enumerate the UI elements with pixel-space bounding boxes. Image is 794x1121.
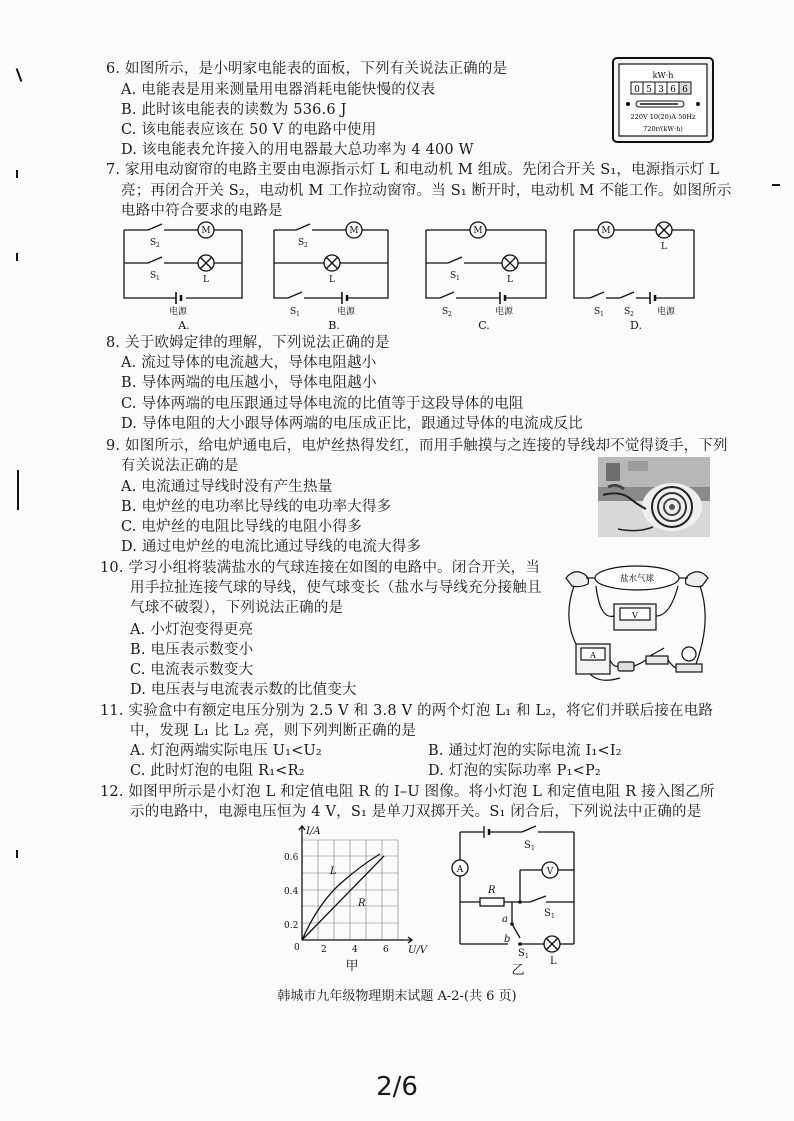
switch-label: S [298,238,305,248]
q9-option-b: B. 电炉丝的电功率比导线的电功率大得多 [121,499,392,515]
margin-mark [16,850,18,858]
power-label: 电源 [656,307,676,317]
motor-label: M [201,226,211,236]
q9-line-2: 有关说法正确的是 [121,458,239,474]
switch-label: S [544,908,551,919]
switch-label: S [442,307,449,317]
circuit-a [124,222,242,304]
meter-constant: 720r/(kW·h) [643,125,683,133]
switch-label: S [150,271,157,281]
meter-digit: 6 [670,85,676,95]
q8-option-c: C. 导体两端的电压跟通过导体电流的比值等于这段导体的电阻 [121,396,524,412]
margin-mark [16,253,18,261]
circuit-caption: 乙 [511,963,525,978]
q11-line-2: 中，发现 L₁ 比 L₂ 亮，则下列判断正确的是 [130,723,417,739]
q10-option-c: C. 电流表示数变大 [130,662,254,678]
xtick: 2 [321,945,327,955]
q11-option-a: A. 灯泡两端实际电压 U₁<U₂ [130,743,322,759]
q8-option-a: A. 流过导体的电流越大，导体电阻越小 [121,355,377,371]
circuit-a-label: A. [178,319,190,332]
meter-digit: 6 [682,85,688,95]
motor-label: M [601,226,611,236]
ammeter-label: A [590,651,596,660]
q8-option-d: D. 导体电阻的大小跟导体两端的电压成正比，跟通过导体的电流成反比 [121,416,583,432]
balloon-circuit-figure [560,560,714,688]
q10-option-b: B. 电压表示数变小 [130,642,254,658]
q10-line-1: 10. 学习小组将装满盐水的气球连接在如图的电路中。闭合开关，当 [100,560,541,576]
q9-option-c: C. 电炉丝的电阻比导线的电阻小得多 [121,519,362,535]
q9-option-d: D. 通过电炉丝的电流比通过导线的电流大得多 [121,539,422,555]
q9-option-a: A. 电流通过导线时没有产生热量 [121,479,333,495]
lamp-label: L [329,275,335,285]
switch-subscript: 1 [531,845,535,852]
q12-circuit [440,822,590,978]
circuit-d-label: D. [630,319,642,332]
lamp-label: L [507,275,513,285]
q11-option-d: D. 灯泡的实际功率 P₁<P₂ [428,763,601,779]
switch-label: S [150,238,157,248]
page-number: 2/6 [376,1072,418,1102]
switch-subscript: 1 [551,913,555,920]
lamp-label: L [661,242,667,252]
switch-subscript: 2 [156,242,160,249]
graph-xlabel: U/V [408,945,428,956]
meter-digit: 0 [634,85,640,95]
q7-line-2: 亮；再闭合开关 S₂，电动机 M 工作拉动窗帘。当 S₁ 断开时，电动机 M 不能工作。如图所示 [121,183,732,199]
meter-digits [631,82,691,95]
q7-line-3: 电路中符合要求的电路是 [121,203,283,219]
electric-meter-figure [612,57,714,143]
graph-ylabel: I/A [306,826,321,837]
q10-line-2: 用手拉扯连接气球的导线，使气球变长（盐水与导线充分接触且 [130,580,542,596]
motor-label: M [349,226,359,236]
meter-digit: 3 [658,85,664,95]
q7-circuits-figure [118,216,702,334]
graph-origin: 0 [294,943,300,953]
circuit-d [574,222,694,304]
q9-line-1: 9. 如图所示，给电炉通电后，电炉丝热得发红，而用手触摸与之连接的导线却不觉得烫手，下列 [106,438,728,454]
q6-option-a: A. 电能表是用来测量用电器消耗电能快慢的仪表 [121,82,436,98]
margin-mark [772,184,780,186]
power-label: 电源 [336,307,356,317]
xtick: 6 [383,945,389,955]
electric-stove-photo [598,457,710,537]
switch-label: S [518,948,525,959]
switch-label: S [450,271,457,281]
q6-option-b: B. 此时该电能表的读数为 536.6 J [121,102,347,118]
meter-digit: 5 [646,85,652,95]
q11-option-c: C. 此时灯泡的电阻 R₁<R₂ [130,763,305,779]
lamp-label: L [550,956,557,967]
q10-line-3: 气球不破裂），下列说法正确的是 [130,600,344,616]
resistor-label: R [488,885,496,896]
line-r-label: R [358,898,366,909]
page-footer: 韩城市九年级物理期末试题 A-2-(共 6 页) [277,989,517,1004]
ytick: 0.2 [284,921,299,931]
q7-line-1: 7. 家用电动窗帘的电路主要由电源指示灯 L 和电动机 M 组成。先闭合开关 S₁，电源指示灯 L [106,162,720,178]
ytick: 0.6 [284,853,299,863]
switch-subscript: 1 [156,275,160,282]
switch-subscript: 1 [600,311,604,318]
balloon-label: 盐水气球 [619,574,655,584]
line-r [302,856,384,940]
q12-line-2: 示的电路中，电源电压恒为 4 V，S₁ 是单刀双掷开关。S₁ 闭合后，下列说法中正确的是 [130,804,702,820]
iu-graph [280,822,430,978]
q6-stem: 6. 如图所示，是小明家电能表的面板，下列有关说法正确的是 [106,61,508,77]
q6-option-c: C. 该电能表应该在 50 V 的电路中使用 [121,122,377,138]
meter-spec: 220V 10(20)A 50Hz [630,113,696,121]
switch-label: S [624,307,631,317]
terminal-b-label: b [504,934,511,945]
motor-label: M [473,226,483,236]
margin-mark [16,170,18,178]
circuit-b [274,222,388,304]
circuit-c-label: C. [478,319,490,332]
q12-line-1: 12. 如图甲所示是小灯泡 L 和定值电阻 R 的 I–U 图像。将小灯泡 L 和定值电阻 R 接入图乙所 [100,784,715,800]
q8-option-b: B. 导体两端的电压越小，导体电阻越小 [121,375,377,391]
switch-subscript: 1 [456,275,460,282]
switch-subscript: 2 [630,311,634,318]
circuit-b-label: B. [328,319,340,332]
q11-option-b: B. 通过灯泡的实际电流 I₁<I₂ [428,743,622,759]
q10-option-a: A. 小灯泡变得更亮 [130,622,254,638]
q11-line-1: 11. 实验盒中有额定电压分别为 2.5 V 和 3.8 V 的两个灯泡 L₁ 和 L₂，将它们并联后接在电路 [100,703,714,719]
graph-caption: 甲 [345,959,359,974]
xtick: 4 [352,945,358,955]
ammeter-label: A [456,865,464,875]
switch-label: S [524,840,531,851]
q10-option-d: D. 电压表与电流表示数的比值变大 [130,682,357,698]
margin-mark [17,470,19,510]
power-label: 电源 [494,307,514,317]
switch-subscript: 1 [296,311,300,318]
q8-stem: 8. 关于欧姆定律的理解，下列说法正确的是 [106,335,390,351]
switch-subscript: 1 [525,953,529,960]
switch-label: S [290,307,297,317]
switch-label: S [594,307,601,317]
lamp-label: L [203,275,209,285]
power-label: 电源 [168,307,188,317]
voltmeter-label: V [546,867,554,877]
switch-subscript: 2 [448,311,452,318]
margin-mark [16,68,23,82]
voltmeter-label: V [632,611,638,620]
circuit-c [426,222,546,304]
curve-l-label: L [330,866,337,877]
terminal-a-label: a [502,914,508,925]
q6-option-d: D. 该电能表允许接入的用电器最大总功率为 4 400 W [121,142,474,158]
switch-subscript: 2 [304,242,308,249]
meter-unit: kW·h [652,71,674,80]
ytick: 0.4 [284,887,299,897]
